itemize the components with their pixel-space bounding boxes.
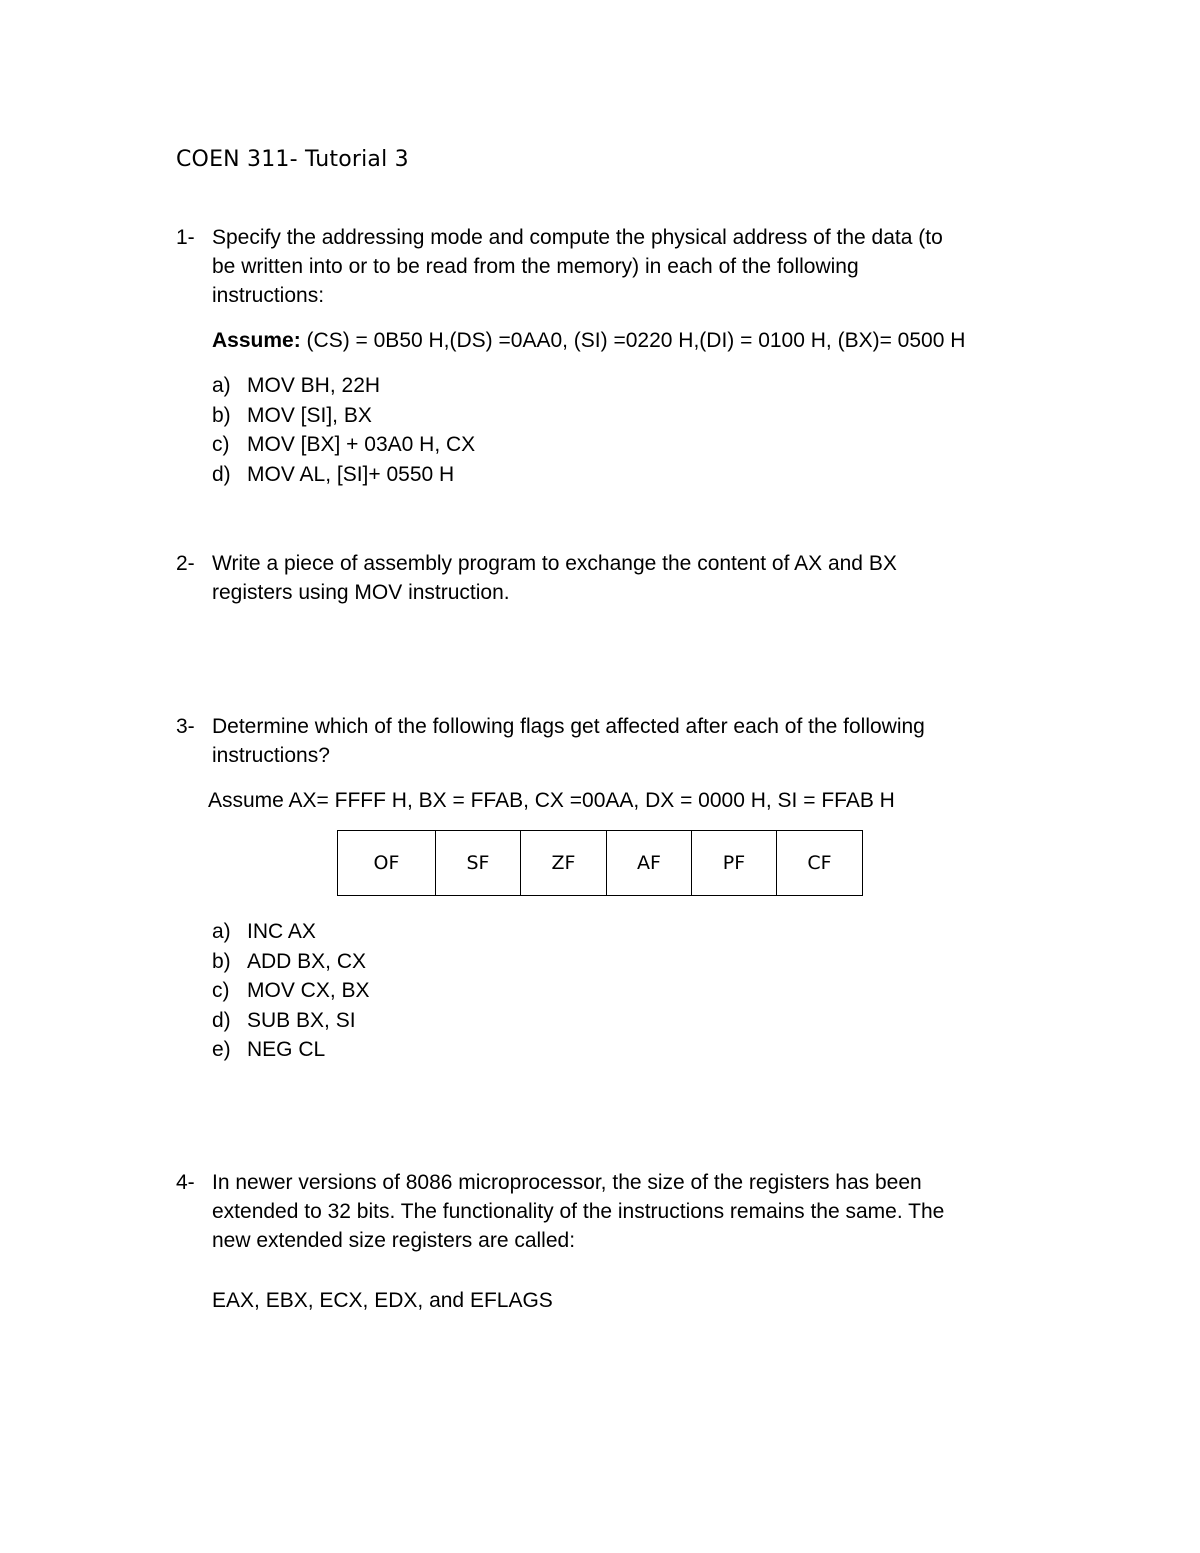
item-text: MOV [BX] + 03A0 H, CX xyxy=(247,433,476,456)
question-3-assume: Assume AX= FFFF H, BX = FFAB, CX =00AA, DX = 0000 H, SI = FFAB H xyxy=(208,789,895,812)
item-text: NEG CL xyxy=(247,1038,326,1061)
question-3-line: instructions? xyxy=(212,744,330,767)
item-text: MOV [SI], BX xyxy=(247,403,372,427)
question-1-instructions xyxy=(212,371,475,489)
item-text: MOV CX, BX xyxy=(247,979,370,1002)
assume-values: (CS) = 0B50 H,(DS) =0AA0, (SI) =0220 H,(DI) = 0100 H, (BX)= 0500 H xyxy=(300,329,966,352)
page-title: COEN 311- Tutorial 3 xyxy=(176,147,409,172)
question-4-line: new extended size registers are called: xyxy=(212,1229,576,1252)
list-item xyxy=(212,917,370,947)
question-1-line: instructions: xyxy=(212,284,325,307)
flag-cell-zf: ZF xyxy=(521,831,607,896)
item-label: a) xyxy=(212,374,231,397)
question-4-number: 4- xyxy=(176,1171,195,1194)
item-text: MOV AL, [SI]+ 0550 H xyxy=(247,462,455,486)
list-item xyxy=(212,460,475,490)
flag-cell-pf: PF xyxy=(692,831,777,896)
question-4-line: extended to 32 bits. The functionality of the instructions remains the same. The xyxy=(212,1200,945,1223)
list-item xyxy=(212,1035,370,1065)
question-3-text xyxy=(212,712,1062,770)
list-item xyxy=(212,976,370,1006)
question-2-number: 2- xyxy=(176,552,195,575)
question-2-text xyxy=(212,549,1062,607)
item-label: b) xyxy=(212,403,231,427)
question-1-line: be written into or to be read from the memory) in each of the following xyxy=(212,255,859,278)
question-1-line: Specify the addressing mode and compute the physical address of the data (to xyxy=(212,226,943,249)
flag-cell-of: OF xyxy=(338,831,436,896)
item-label: c) xyxy=(212,433,230,456)
item-label: b) xyxy=(212,949,231,973)
flag-cell-sf: SF xyxy=(436,831,521,896)
question-1-assume xyxy=(212,326,965,355)
question-4-line: In newer versions of 8086 microprocessor, the size of the registers has been xyxy=(212,1171,922,1194)
question-2-line: Write a piece of assembly program to exchange the content of AX and BX xyxy=(212,552,897,575)
question-3-line: Determine which of the following flags get affected after each of the following xyxy=(212,715,925,738)
item-label: e) xyxy=(212,1038,231,1061)
item-text: INC AX xyxy=(247,920,316,943)
item-label: d) xyxy=(212,1008,231,1032)
list-item xyxy=(212,947,370,977)
question-3-number: 3- xyxy=(176,715,195,738)
item-label: a) xyxy=(212,920,231,943)
flag-cell-cf: CF xyxy=(777,831,863,896)
assume-label: Assume: xyxy=(212,329,301,352)
item-label: d) xyxy=(212,462,231,486)
question-4-text xyxy=(212,1168,1062,1255)
question-1-number: 1- xyxy=(176,226,195,249)
question-1-text xyxy=(212,223,1062,310)
question-2-line: registers using MOV instruction. xyxy=(212,581,510,604)
item-text: SUB BX, SI xyxy=(247,1008,356,1032)
item-label: c) xyxy=(212,979,230,1002)
item-text: MOV BH, 22H xyxy=(247,374,381,397)
list-item xyxy=(212,430,475,460)
flag-cell-af: AF xyxy=(607,831,692,896)
list-item xyxy=(212,1006,370,1036)
item-text: ADD BX, CX xyxy=(247,949,367,973)
list-item xyxy=(212,401,475,431)
flags-table xyxy=(337,830,863,896)
question-3-instructions xyxy=(212,917,370,1065)
list-item xyxy=(212,371,475,401)
question-4-registers: EAX, EBX, ECX, EDX, and EFLAGS xyxy=(212,1289,553,1312)
flags-row xyxy=(338,831,863,896)
